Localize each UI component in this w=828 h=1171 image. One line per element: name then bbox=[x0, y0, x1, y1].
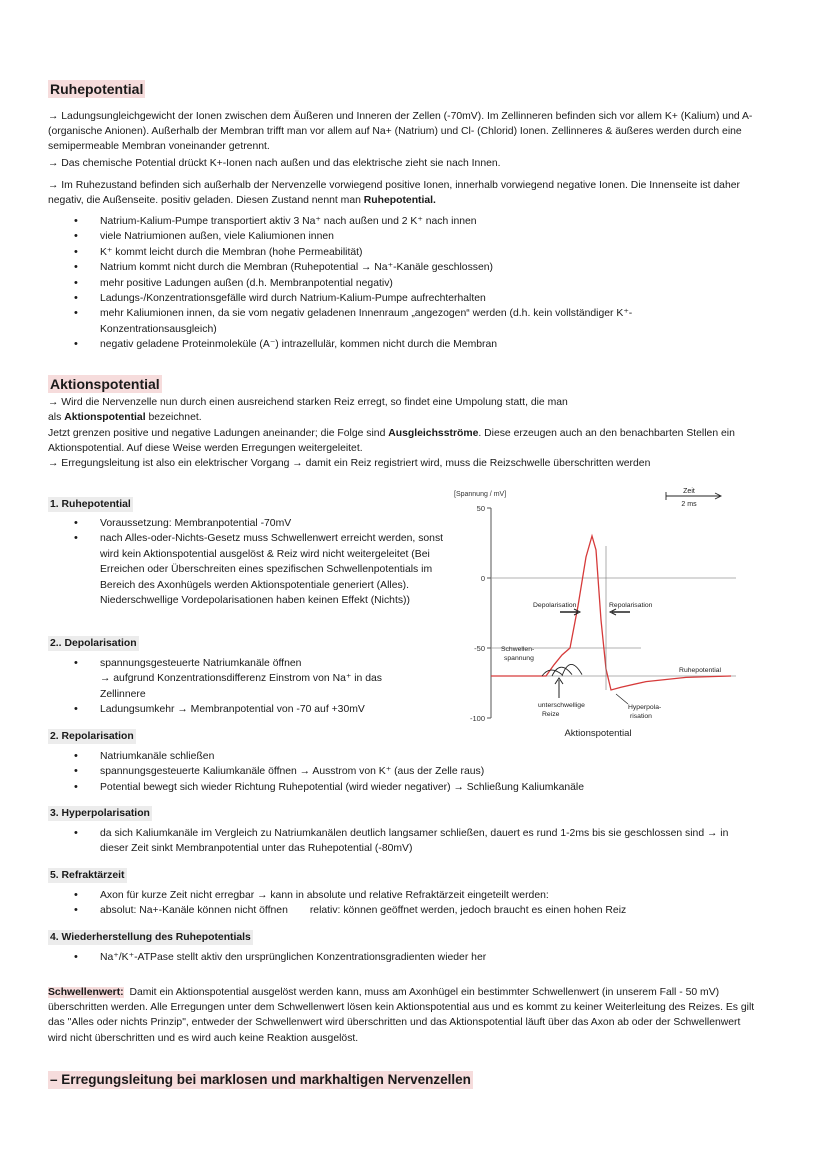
refr-absolut: absolut: Na+-Kanäle können nicht öffnen bbox=[100, 905, 288, 917]
aktion-l3-bold: Ausgleichsströme bbox=[388, 428, 479, 439]
ruhe-paragraph-2: → Das chemische Potential drückt K+-Ionen nach außen und das elektrische zieht sie nach Innen. bbox=[48, 158, 501, 169]
y-tick-label: -100 bbox=[469, 714, 485, 723]
aktion-line-3 bbox=[48, 426, 760, 456]
schwellenwert-paragraph bbox=[48, 985, 760, 1046]
heading-aktionspotential: Aktionspotential bbox=[50, 376, 160, 392]
label-schwelle-2: spannung bbox=[504, 655, 534, 662]
phase-depol-list bbox=[48, 656, 418, 718]
heading-phase-ruhe: 1. Ruhepotential bbox=[50, 499, 131, 510]
list-item bbox=[48, 656, 418, 702]
depol-b1b: → aufgrund Konzentrationsdifferenz Einstrom von Na⁺ in das Zellinnere bbox=[100, 673, 382, 700]
list-item: • viele Natriumionen außen, viele Kaliumionen innen bbox=[48, 229, 738, 244]
hyper-pointer bbox=[616, 694, 628, 704]
subthreshold-stimulus-curve bbox=[552, 667, 572, 676]
section-ruhepotential bbox=[48, 80, 145, 99]
action-potential-chart bbox=[446, 484, 776, 744]
heading-ruhepotential: Ruhepotential bbox=[50, 81, 144, 97]
phase-ruhe-list bbox=[48, 516, 448, 608]
schwellenwert-label: Schwellenwert: bbox=[48, 987, 124, 998]
y-axis-label: [Spannung / mV] bbox=[454, 491, 507, 498]
list-item: • Voraussetzung: Membranpotential -70mV bbox=[48, 516, 448, 531]
label-unterschwellig-2: Reize bbox=[542, 711, 560, 718]
aktion-line-1: → Wird die Nervenzelle nun durch einen ausreichend starken Reiz erregt, so findet eine Umpolung statt, die man bbox=[48, 397, 568, 408]
y-tick-label: 0 bbox=[480, 574, 485, 583]
aktion-l2-post: bezeichnet. bbox=[148, 412, 202, 423]
aktion-l2-bold: Aktionspotential bbox=[64, 412, 146, 423]
section-aktionspotential bbox=[48, 375, 162, 394]
list-item bbox=[48, 903, 748, 918]
label-depolarisation: Depolarisation bbox=[533, 602, 577, 609]
heading-refraktaerzeit: 5. Refraktärzeit bbox=[50, 870, 125, 881]
phase-refr-list bbox=[48, 888, 748, 919]
ruhe-paragraph-1: → Ladungsungleichgewicht der Ionen zwischen dem Äußeren und Inneren der Zellen (-70mV). Im Zellinneren befinden sich vor allem K+ (Kalium) und A- (organische Anionen). Außerhalb der Membran trifft man vor allem auf Na+ (Natrium) und Cl- (Chlorid) Ionen. Zellinneres & äußeres werden durch eine semipermeable Membran voneinander getrennt. bbox=[48, 111, 753, 153]
depol-b1: spannungsgesteuerte Natriumkanäle öffnen bbox=[100, 658, 302, 669]
chart-title: Aktionspotential bbox=[564, 728, 632, 739]
list-item: • Ladungs-/Konzentrationsgefälle wird durch Natrium-Kalium-Pumpe aufrechterhalten bbox=[48, 291, 738, 306]
heading-erregungsleitung: – Erregungsleitung bei marklosen und markhaltigen Nervenzellen bbox=[50, 1072, 471, 1087]
heading-wiederherstellung: 4. Wiederherstellung des Ruhepotentials bbox=[50, 932, 251, 943]
list-item: • mehr positive Ladungen außen (d.h. Membranpotential negativ) bbox=[48, 276, 738, 291]
aktion-line-2 bbox=[48, 410, 760, 425]
ruhe-paragraph-3 bbox=[48, 178, 760, 208]
phase-repol-list bbox=[48, 749, 748, 795]
list-item: • spannungsgesteuerte Kaliumkanäle öffnen → Ausstrom von K⁺ (aus der Zelle raus) bbox=[48, 764, 748, 779]
heading-phase-depol: 2.. Depolarisation bbox=[50, 638, 137, 649]
phase-wieder-list bbox=[48, 950, 748, 965]
list-item: • K⁺ kommt leicht durch die Membran (hohe Permeabilität) bbox=[48, 245, 738, 260]
aktion-line-4: → Erregungsleitung ist also ein elektrischer Vorgang → damit ein Reiz registriert wird, muss die Reizschwelle überschritten werden bbox=[48, 458, 651, 469]
list-item: • da sich Kaliumkanäle im Vergleich zu Natriumkanälen deutlich langsamer schließen, dauert es rund 1-2ms bis sie geschlossen sind → in dieser Zeit sinkt Membranpotential unter das Ruhepotential (-80mV) bbox=[48, 826, 748, 857]
list-item: • Natrium-Kalium-Pumpe transportiert aktiv 3 Na⁺ nach außen und 2 K⁺ nach innen bbox=[48, 214, 738, 229]
aktion-l3-post: . Diese erzeugen auch an den benachbarten Stellen ein Aktionspotential. Auf diese Weise werden Erregungen weitergeleitet. bbox=[48, 428, 735, 455]
list-item: • negativ geladene Proteinmoleküle (A⁻) intrazellulär, kommen nicht durch die Membran bbox=[48, 337, 738, 352]
time-scale-value: 2 ms bbox=[681, 501, 697, 508]
refr-relativ: relativ: können geöffnet werden, jedoch braucht es einen hohen Reiz bbox=[309, 905, 627, 917]
time-label: Zeit bbox=[683, 488, 695, 495]
ruhe-bullet-list bbox=[48, 214, 738, 353]
y-tick-label: 50 bbox=[476, 504, 485, 513]
label-hyper-1: Hyperpola- bbox=[628, 704, 662, 711]
heading-phase-repol: 2. Repolarisation bbox=[50, 731, 134, 742]
label-unterschwellig-1: unterschwellige bbox=[538, 702, 585, 709]
label-hyper-2: risation bbox=[630, 713, 652, 720]
list-item: • Natrium kommt nicht durch die Membran (Ruhepotential → Na⁺-Kanäle geschlossen) bbox=[48, 260, 738, 275]
list-item: • Natriumkanäle schließen bbox=[48, 749, 748, 764]
aktion-l3-pre: Jetzt grenzen positive und negative Ladungen aneinander; die Folge sind bbox=[48, 428, 386, 439]
ruhe-p3-text: → Im Ruhezustand befinden sich außerhalb der Nervenzelle vorwiegend positive Ionen, innerhalb vorwiegend negative Ionen. Die Innenseite ist daher negativ, die Außenseite. positiv geladen. Diesen Zustand nennt man bbox=[48, 180, 740, 207]
aktion-l2-pre: als bbox=[48, 412, 62, 423]
label-repolarisation: Repolarisation bbox=[609, 602, 653, 609]
list-item: • nach Alles-oder-Nichts-Gesetz muss Schwellenwert erreicht werden, sonst wird kein Aktionspotential ausgelöst & Reiz wird nicht weitergeleitet (Bei Erreichen oder Überschreiten eines spezifischen Schwellenpotentials im Bereich des Axonhügels werden Aktionspotentiale generiert (Alles). Niederschwellige Vordepolarisationen haben keinen Effekt (Nichts)) bbox=[48, 531, 448, 608]
list-item: • Potential bewegt sich wieder Richtung Ruhepotential (wird wieder negativer) → Schließung Kaliumkanäle bbox=[48, 780, 748, 795]
schwellenwert-text: Damit ein Aktionspotential ausgelöst werden kann, muss am Axonhügel ein bestimmter Schwellenwert (in unserem Fall - 50 mV) überschritten werden. Alle Erregungen unter dem Schwellenwert lösen kein Aktionspotential aus und es kommt zu keiner Weiterleitung des Reizes. Es gilt das "Alles oder nichts Prinzip", entweder der Schwellenwert wird überschritten und das Aktionspotential läuft über das Axon ab oder der Schwellenwert wird nicht überschritten und es wird auch keine Reaktion ausgelöst. bbox=[48, 987, 755, 1044]
phase-hyper-list bbox=[48, 826, 748, 857]
label-schwelle-1: Schwellen- bbox=[501, 646, 535, 653]
y-tick-label: -50 bbox=[474, 644, 485, 653]
ruhe-p3-bold: Ruhepotential. bbox=[363, 195, 436, 207]
list-item: • mehr Kaliumionen innen, da sie vom negativ geladenen Innenraum „angezogen“ werden (d.h. kein vollständiger K⁺-Konzentrationsausgleich) bbox=[48, 306, 738, 337]
list-item: • Na⁺/K⁺-ATPase stellt aktiv den ursprünglichen Konzentrationsgradienten wieder her bbox=[48, 950, 748, 965]
heading-phase-hyper: 3. Hyperpolarisation bbox=[50, 808, 150, 819]
label-ruhepotential: Ruhepotential bbox=[679, 667, 721, 674]
list-item: • Ladungsumkehr → Membranpotential von -70 auf +30mV bbox=[48, 702, 418, 717]
list-item: • Axon für kurze Zeit nicht erregbar → kann in absolute und relative Refraktärzeit eingeteilt werden: bbox=[48, 888, 748, 903]
